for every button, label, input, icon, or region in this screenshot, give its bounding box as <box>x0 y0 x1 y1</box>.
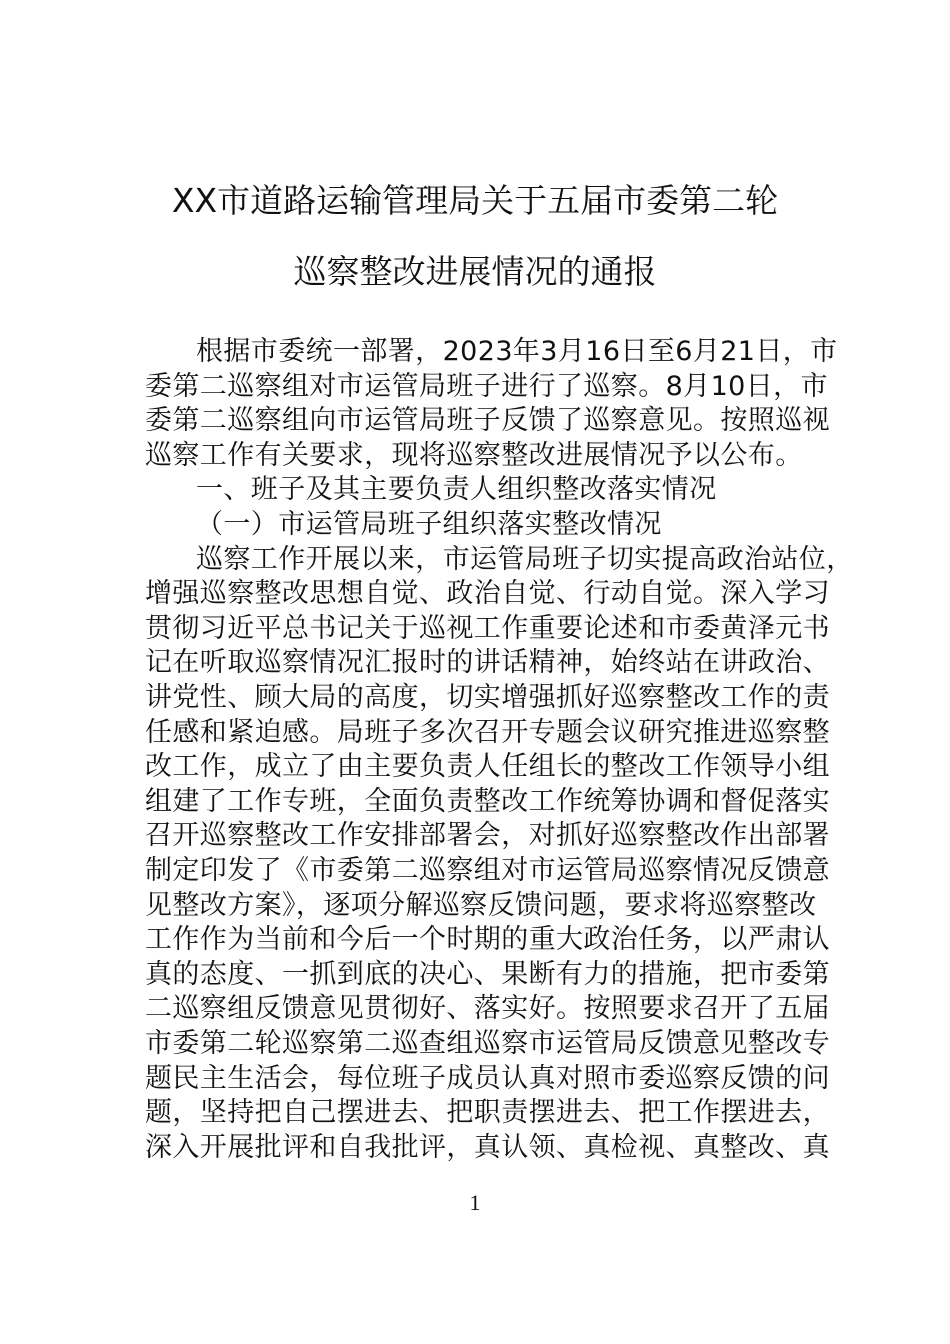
body-text-line: 见整改方案》，逐项分解巡察反馈问题，要求将巡察整改 <box>145 889 817 921</box>
body-text-line: 一、班子及其主要负责人组织整改落实情况 <box>196 474 717 506</box>
body-text-line: 题，坚持把自己摆进去、把职责摆进去、把工作摆进去， <box>145 1097 830 1129</box>
body-text-line: 二巡察组反馈意见贯彻好、落实好。按照要求召开了五届 <box>145 993 830 1025</box>
body-text-line: 组建了工作专班，全面负责整改工作统筹协调和督促落实 <box>145 785 830 817</box>
document-title-line-1: XX市道路运输管理局关于五届市委第二轮 <box>171 181 779 220</box>
body-text-line: 召开巡察整改工作安排部署会，对抓好巡察整改作出部署 <box>145 820 830 852</box>
body-text-line: 增强巡察整改思想自觉、政治自觉、行动自觉。深入学习 <box>145 578 830 610</box>
document-title-line-2: 巡察整改进展情况的通报 <box>293 252 657 291</box>
body-text-line: 贯彻习近平总书记关于巡视工作重要论述和市委黄泽元书 <box>145 612 830 644</box>
body-text-line: 工作作为当前和今后一个时期的重大政治任务，以严肃认 <box>145 924 830 956</box>
body-text-line: 任感和紧迫感。局班子多次召开专题会议研究推进巡察整 <box>145 716 830 748</box>
body-text-line: 根据市委统一部署，2023年3月16日至6月21日，市 <box>196 336 838 367</box>
body-text-line: 委第二巡察组对市运管局班子进行了巡察。8月10日，市 <box>145 370 828 402</box>
body-text-line: 委第二巡察组向市运管局班子反馈了巡察意见。按照巡视 <box>145 405 830 437</box>
body-text-line: 深入开展批评和自我批评，真认领、真检视、真整改、真 <box>145 1131 830 1163</box>
body-text-line: 记在听取巡察情况汇报时的讲话精神，始终站在讲政治、 <box>145 647 830 679</box>
body-text-line: 改工作，成立了由主要负责人任组长的整改工作领导小组 <box>145 751 830 783</box>
body-text-line: 真的态度、一抓到底的决心、果断有力的措施，把市委第 <box>145 958 830 990</box>
body-text-line: 题民主生活会，每位班子成员认真对照市委巡察反馈的问 <box>145 1062 830 1094</box>
body-text-line: （一）市运管局班子组织落实整改情况 <box>196 509 662 540</box>
page-number: 1 <box>469 1190 481 1215</box>
body-text-line: 市委第二轮巡察第二巡查组巡察市运管局反馈意见整改专 <box>145 1028 830 1059</box>
body-text-line: 讲党性、顾大局的高度，切实增强抓好巡察整改工作的责 <box>145 682 830 713</box>
body-text-line: 巡察工作有关要求，现将巡察整改进展情况予以公布。 <box>145 439 803 471</box>
body-text-line: 巡察工作开展以来，市运管局班子切实提高政治站位， <box>196 543 854 575</box>
body-text-line: 制定印发了《市委第二巡察组对市运管局巡察情况反馈意 <box>145 855 830 886</box>
